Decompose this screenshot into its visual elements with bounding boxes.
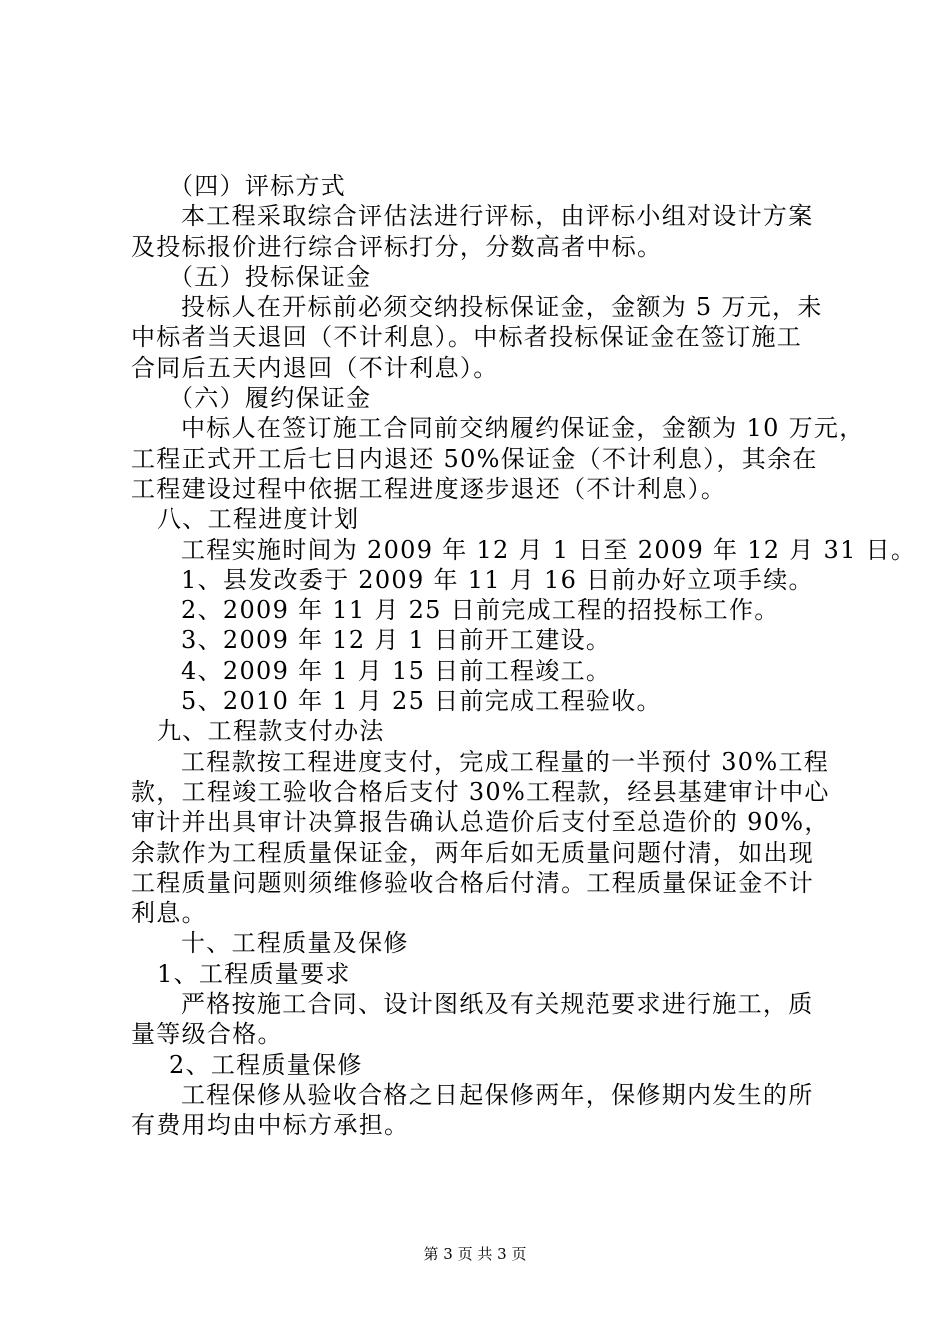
section-heading-schedule: 八、工程进度计划 bbox=[157, 505, 360, 534]
section-heading-payment: 九、工程款支付办法 bbox=[157, 717, 385, 746]
section-heading-performance-bond: （六）履约保证金 bbox=[169, 384, 372, 413]
paragraph-line: 中标人在签订施工合同前交纳履约保证金，金额为 10 万元， bbox=[181, 414, 865, 443]
paragraph-line: 量等级合格。 bbox=[131, 1020, 283, 1049]
paragraph-line: 严格按施工合同、设计图纸及有关规范要求进行施工，质 bbox=[181, 990, 814, 1019]
paragraph-line: 投标人在开标前必须交纳投标保证金，金额为 5 万元，未 bbox=[181, 293, 823, 322]
paragraph-line: 及投标报价进行综合评标打分，分数高者中标。 bbox=[131, 232, 663, 261]
paragraph-line: 款，工程竣工验收合格后支付 30%工程款，经县基建审计中心 bbox=[131, 777, 830, 806]
page-number-footer: 第 3 页 共 3 页 bbox=[423, 1245, 527, 1263]
list-item: 5、2010 年 1 月 25 日前完成工程验收。 bbox=[181, 687, 662, 716]
paragraph-line: 余款作为工程质量保证金，两年后如无质量问题付清，如出现 bbox=[131, 838, 815, 867]
paragraph-line: 工程质量问题则须维修验收合格后付清。工程质量保证金不计 bbox=[131, 868, 815, 897]
list-item: 3、2009 年 12 月 1 日前开工建设。 bbox=[181, 626, 612, 655]
paragraph-line: 本工程采取综合评估法进行评标，由评标小组对设计方案 bbox=[181, 202, 814, 231]
section-heading-quality-warranty: 十、工程质量及保修 bbox=[181, 929, 409, 958]
list-item: 2、2009 年 11 月 25 日前完成工程的招投标工作。 bbox=[181, 596, 780, 625]
list-item: 1、县发改委于 2009 年 11 月 16 日前办好立项手续。 bbox=[181, 565, 814, 594]
paragraph-line: 审计并出具审计决算报告确认总造价后支付至总造价的 90%， bbox=[131, 808, 830, 837]
paragraph-line: 合同后五天内退回（不计利息）。 bbox=[131, 353, 499, 382]
paragraph-line: 中标者当天退回（不计利息）。中标者投标保证金在签订施工 bbox=[131, 323, 803, 352]
section-heading-evaluation-method: （四）评标方式 bbox=[169, 172, 347, 200]
document-body bbox=[131, 171, 917, 1141]
paragraph-line: 工程实施时间为 2009 年 12 月 1 日至 2009 年 12 月 31 日。 bbox=[181, 535, 917, 564]
paragraph-line: 利息。 bbox=[131, 899, 207, 928]
paragraph-line: 工程保修从验收合格之日起保修两年，保修期内发生的所 bbox=[181, 1080, 814, 1109]
subsection-heading-warranty: 2、工程质量保修 bbox=[169, 1050, 363, 1079]
paragraph-line: 有费用均由中标方承担。 bbox=[131, 1111, 410, 1140]
paragraph-line: 工程正式开工后七日内退还 50%保证金（不计利息），其余在 bbox=[131, 444, 818, 473]
section-heading-bid-bond: （五）投标保证金 bbox=[169, 262, 372, 291]
list-item: 4、2009 年 1 月 15 日前工程竣工。 bbox=[181, 656, 612, 685]
paragraph-line: 工程建设过程中依据工程进度逐步退还（不计利息）。 bbox=[131, 474, 727, 503]
paragraph-line: 工程款按工程进度支付，完成工程量的一半预付 30%工程 bbox=[181, 747, 830, 776]
subsection-heading-quality: 1、工程质量要求 bbox=[157, 959, 351, 988]
